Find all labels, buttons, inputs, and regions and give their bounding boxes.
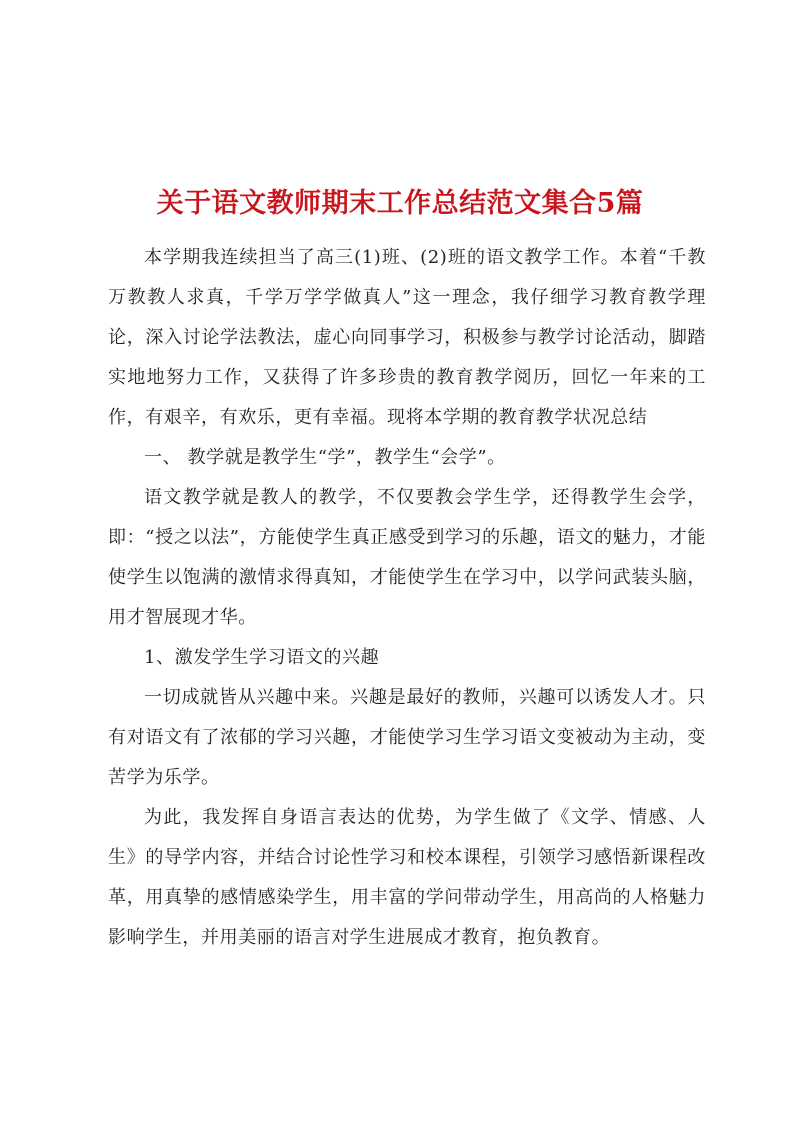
page-title: 关于语文教师期末工作总结范文集合5篇 [156, 188, 644, 220]
paragraph-section-1: 语文教学就是教人的教学，不仅要教会学生学，还得教学生会学，即：“授之以法”，方能使学生真正感受到学习的乐趣，语文的魅力，才能使学生以饱满的激情求得真知，才能使学生在学习中，以学问武装头脑，用才智展现才华。 [108, 487, 706, 628]
paragraph-methods: 为此，我发挥自身语言表达的优势，为学生做了《文学、情感、人生》的导学内容，并结合讨论性学习和校本课程，引领学习感悟新课程改革，用真挚的感情感染学生，用丰富的学问带动学生，用高尚的人格魅力影响学生，并用美丽的语言对学生进展成才教育，抱负教育。 [108, 807, 706, 948]
document-body [108, 238, 706, 958]
paragraph-intro: 本学期我连续担当了高三(1)班、(2)班的语文教学工作。本着“千教万教教人求真，千学万学学做真人”这一理念，我仔细学习教育教学理论，深入讨论学法教法，虚心向同事学习，积极参与教学讨论活动，脚踏实地地努力工作，又获得了许多珍贵的教育教学阅历，回忆一年来的工作，有艰辛，有欢乐，更有幸福。现将本学期的教育教学状况总结 [108, 247, 706, 428]
paragraph-interest: 一切成就皆从兴趣中来。兴趣是最好的教师，兴趣可以诱发人才。只有对语文有了浓郁的学习兴趣，才能使学习生学习语文变被动为主动，变苦学为乐学。 [108, 687, 706, 788]
subheading-1: 1、激发学生学习语文的兴趣 [144, 647, 380, 668]
section-heading-1: 一、 教学就是教学生“学”，教学生“会学”。 [144, 447, 506, 468]
